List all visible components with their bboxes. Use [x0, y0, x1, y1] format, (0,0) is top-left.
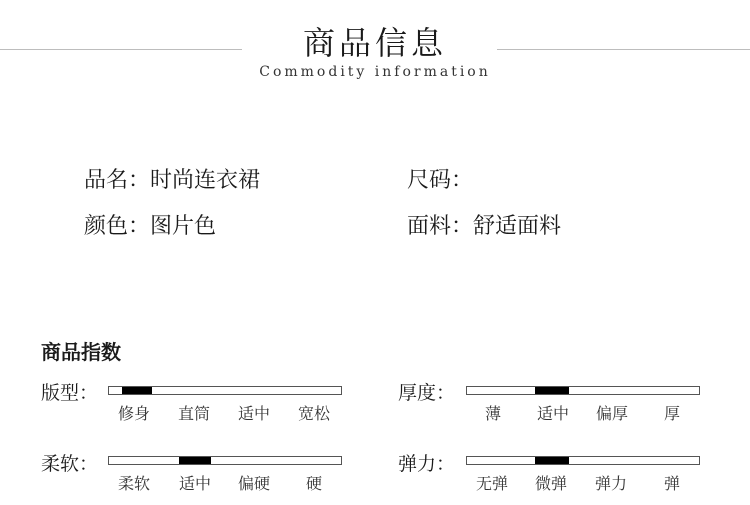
- scale-option: 薄: [484, 404, 502, 423]
- info-color: 颜色：图片色: [84, 214, 217, 239]
- scale-option: 适中: [178, 474, 212, 493]
- scale-option: 无弹: [475, 474, 509, 493]
- scale-label: 厚度：: [398, 382, 456, 404]
- scale-bar: [466, 386, 700, 395]
- index-title: 商品指数: [41, 340, 121, 364]
- scale-option: 柔软: [117, 474, 151, 493]
- scale-option: 宽松: [297, 404, 331, 423]
- info-size: 尺码：: [407, 168, 474, 193]
- scale-option: 弹: [663, 474, 681, 493]
- scale-option: 厚: [663, 404, 681, 423]
- scale-fill: [535, 387, 569, 394]
- scale-option: 偏硬: [237, 474, 271, 493]
- page-title: 商品信息: [302, 24, 447, 62]
- scale-bar: [108, 386, 342, 395]
- scale-fill: [535, 457, 569, 464]
- scale-fill: [179, 457, 211, 464]
- scale-label: 柔软：: [41, 453, 99, 475]
- scale-option: 弹力: [594, 474, 628, 493]
- scale-option: 硬: [305, 474, 323, 493]
- scale-fill: [122, 387, 152, 394]
- info-fabric: 面料：舒适面料: [407, 214, 562, 239]
- scale-option: 适中: [237, 404, 271, 423]
- scale-bar: [466, 456, 700, 465]
- scale-option: 微弹: [534, 474, 568, 493]
- page-subtitle: Commodity information: [259, 64, 491, 80]
- scale-label: 版型：: [41, 382, 99, 404]
- scale-label: 弹力：: [398, 453, 456, 475]
- scale-bar: [108, 456, 342, 465]
- info-name: 品名：时尚连衣裙: [84, 168, 261, 193]
- scale-option: 适中: [536, 404, 570, 423]
- scale-option: 修身: [117, 404, 151, 423]
- scale-option: 偏厚: [595, 404, 629, 423]
- scale-option: 直筒: [177, 404, 211, 423]
